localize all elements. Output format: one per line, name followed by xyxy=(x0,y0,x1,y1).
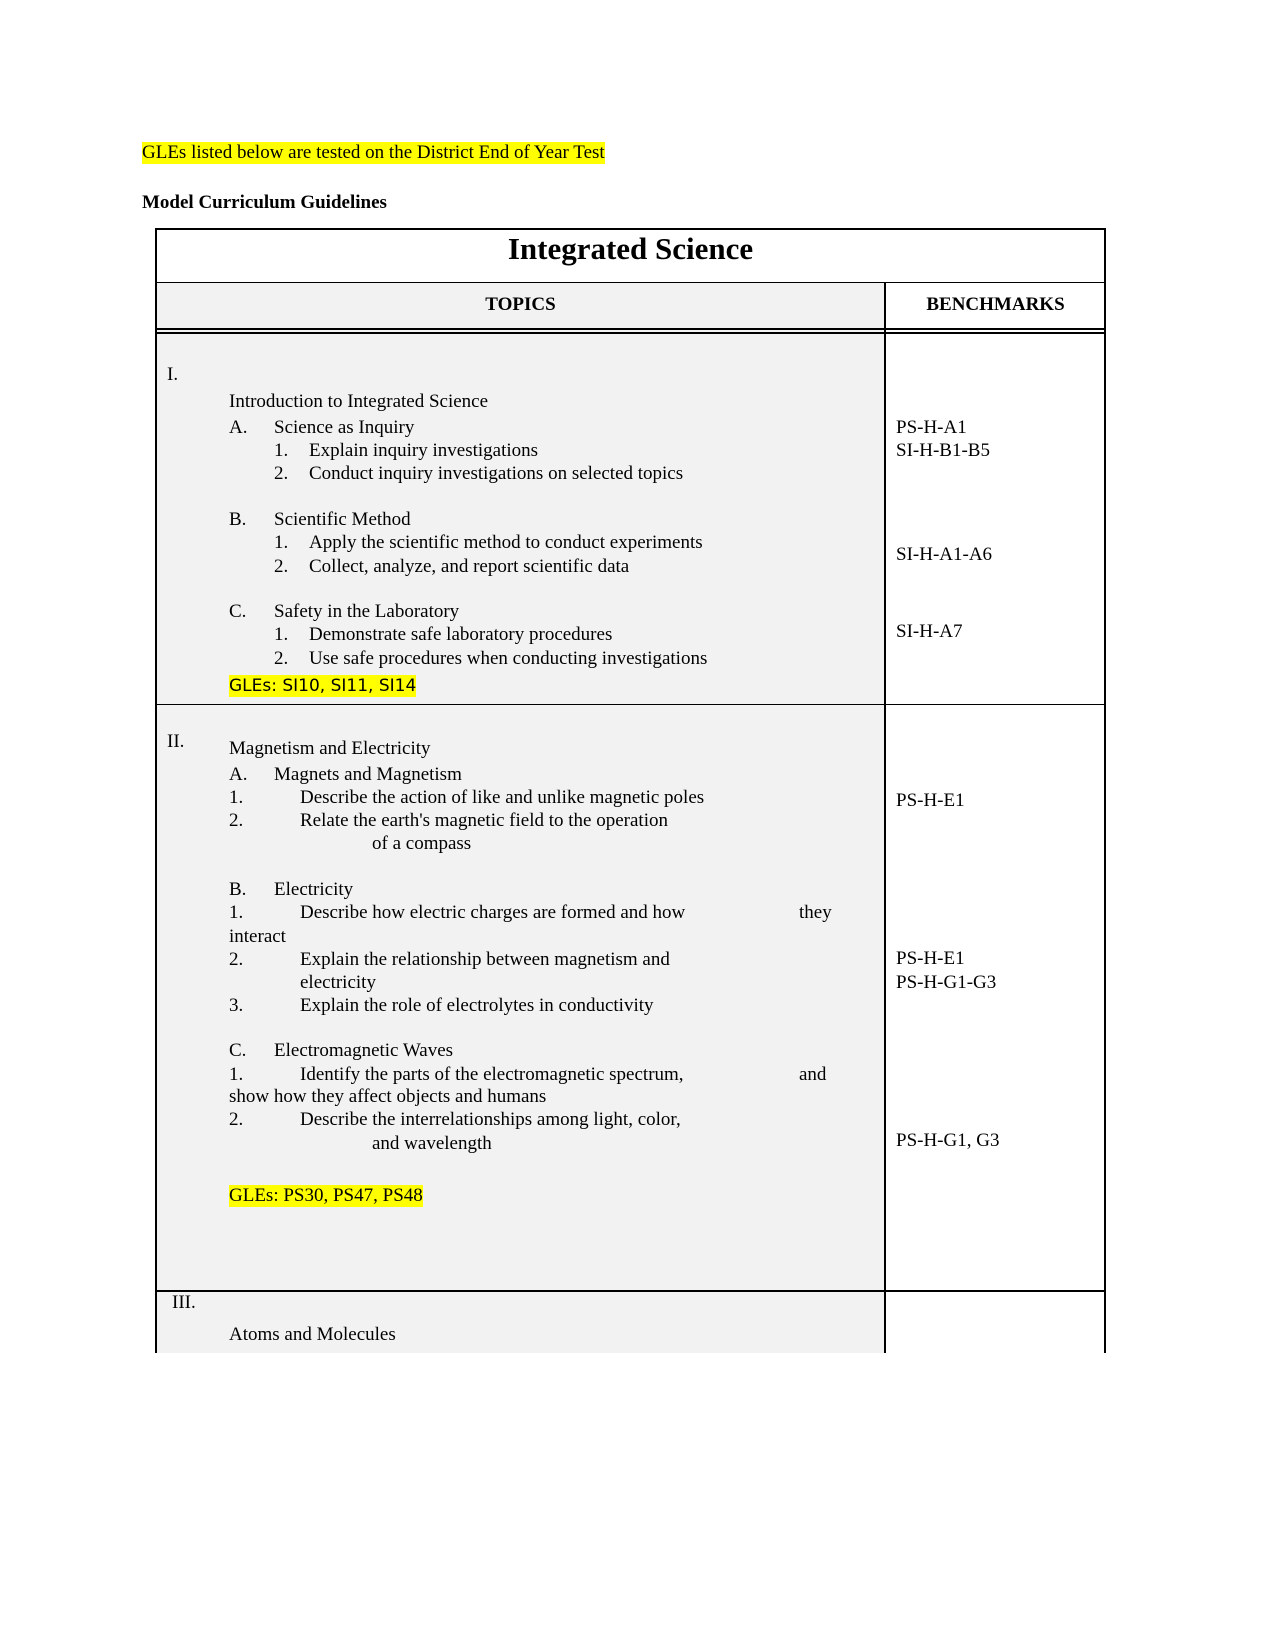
subsection-letter: C. xyxy=(229,601,247,622)
gles-label: GLEs: SI10, SI11, SI14 xyxy=(229,676,417,696)
item-number: 1. xyxy=(274,440,289,461)
item-text: Relate the earth's magnetic field to the operation xyxy=(300,810,668,831)
item-text-tail: they xyxy=(799,902,832,923)
subsection-title: Science as Inquiry xyxy=(274,417,415,438)
subsection-title: Electricity xyxy=(274,879,354,900)
subsection-letter: C. xyxy=(229,1040,247,1061)
item-number: 3. xyxy=(229,995,244,1016)
item-text: Demonstrate safe laboratory procedures xyxy=(309,624,613,645)
divider xyxy=(156,332,1105,334)
section-title: Introduction to Integrated Science xyxy=(229,391,489,412)
subsection-title: Magnets and Magnetism xyxy=(274,764,462,785)
item-text: Explain the role of electrolytes in conductivity xyxy=(300,995,654,1016)
section-numeral: III. xyxy=(172,1292,196,1313)
divider xyxy=(156,328,1105,330)
benchmarks-header: BENCHMARKS xyxy=(926,294,1065,315)
subsection-letter: B. xyxy=(229,879,247,900)
benchmark: SI-H-A1-A6 xyxy=(896,544,993,565)
subsection-title: Electromagnetic Waves xyxy=(274,1040,454,1061)
benchmark: PS-H-G1, G3 xyxy=(896,1130,1000,1151)
topics-header: TOPICS xyxy=(485,294,556,315)
item-continuation: interact xyxy=(229,926,286,947)
benchmark: PS-H-E1 xyxy=(896,948,965,969)
section-title: Atoms and Molecules xyxy=(229,1324,396,1345)
benchmark: SI-H-B1-B5 xyxy=(896,440,990,461)
table-title: Integrated Science xyxy=(507,231,754,266)
divider xyxy=(156,1290,1105,1292)
item-text: Apply the scientific method to conduct experiments xyxy=(309,532,703,553)
column-divider xyxy=(884,283,886,1353)
subsection-title: Scientific Method xyxy=(274,509,411,530)
item-number: 2. xyxy=(274,463,289,484)
benchmark: SI-H-A7 xyxy=(896,621,963,642)
item-text: Describe the interrelationships among light, color, xyxy=(300,1109,681,1130)
benchmark: PS-H-G1-G3 xyxy=(896,972,997,993)
item-number: 1. xyxy=(274,532,289,553)
divider xyxy=(156,282,1105,283)
item-text: Describe how electric charges are formed and how xyxy=(300,902,686,923)
item-text: Explain the relationship between magnetism and xyxy=(300,949,670,970)
item-text: Conduct inquiry investigations on selected topics xyxy=(309,463,684,484)
doc-subtitle: Model Curriculum Guidelines xyxy=(142,192,387,213)
section-numeral: I. xyxy=(167,364,179,385)
item-continuation: and wavelength xyxy=(372,1133,492,1154)
item-number: 1. xyxy=(229,787,244,808)
benchmark: PS-H-A1 xyxy=(896,417,967,438)
item-text: Identify the parts of the electromagnetic spectrum, xyxy=(300,1064,684,1085)
item-text: Collect, analyze, and report scientific data xyxy=(309,556,630,577)
subsection-letter: B. xyxy=(229,509,247,530)
item-number: 1. xyxy=(229,902,244,923)
item-number: 2. xyxy=(229,1109,244,1130)
item-number: 2. xyxy=(274,648,289,669)
item-continuation: electricity xyxy=(300,972,376,993)
subsection-title: Safety in the Laboratory xyxy=(274,601,460,622)
divider xyxy=(156,704,1105,705)
item-number: 2. xyxy=(229,949,244,970)
item-continuation: show how they affect objects and humans xyxy=(229,1086,547,1107)
section-numeral: II. xyxy=(167,731,185,752)
item-text: Explain inquiry investigations xyxy=(309,440,539,461)
gles-label: GLEs: PS30, PS47, PS48 xyxy=(229,1185,423,1206)
item-number: 2. xyxy=(274,556,289,577)
subsection-letter: A. xyxy=(229,417,248,438)
item-number: 2. xyxy=(229,810,244,831)
section-title: Magnetism and Electricity xyxy=(229,738,431,759)
subsection-letter: A. xyxy=(229,764,248,785)
item-number: 1. xyxy=(229,1064,244,1085)
item-text: Use safe procedures when conducting investigations xyxy=(309,648,708,669)
item-text: Describe the action of like and unlike magnetic poles xyxy=(300,787,705,808)
item-text-tail: and xyxy=(799,1064,827,1085)
item-continuation: of a compass xyxy=(372,833,472,854)
item-number: 1. xyxy=(274,624,289,645)
benchmark: PS-H-E1 xyxy=(896,790,965,811)
test-notice: GLEs listed below are tested on the District End of Year Test xyxy=(142,142,605,163)
